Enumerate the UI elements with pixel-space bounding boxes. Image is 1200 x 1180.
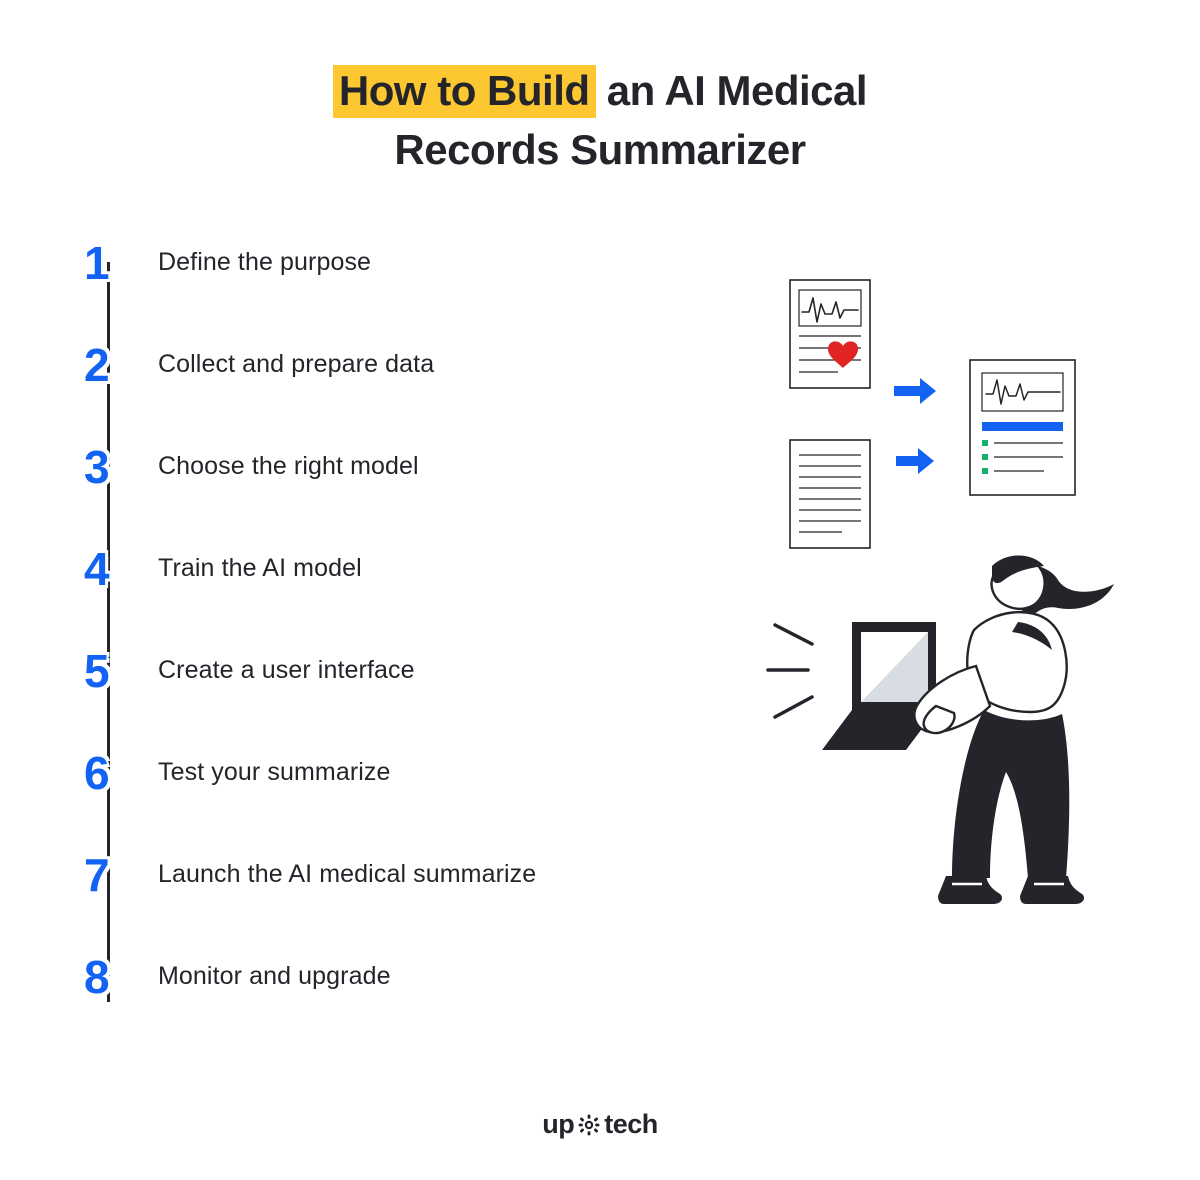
page-title [0, 62, 1200, 180]
logo-text-right: tech [604, 1109, 658, 1139]
list-item [80, 747, 720, 852]
list-item [80, 849, 720, 954]
step-label: Test your summarize [158, 758, 391, 786]
step-label: Collect and prepare data [158, 350, 435, 378]
list-item [80, 543, 720, 648]
title-rest: an AI Medical [595, 67, 868, 114]
step-label: Choose the right model [158, 452, 419, 480]
step-number: 7 [84, 849, 110, 901]
title-highlight: How to Build [333, 65, 596, 118]
step-label: Train the AI model [158, 554, 362, 582]
title-line-2: Records Summarizer [394, 125, 806, 173]
step-number: 1 [84, 237, 110, 289]
arrow-right-icon [896, 448, 934, 474]
step-label: Create a user interface [158, 656, 415, 684]
step-number: 6 [84, 747, 110, 799]
steps-list [80, 237, 720, 1056]
footer [0, 1109, 1200, 1140]
ecg-document-icon [790, 280, 870, 388]
title-line-1 [0, 62, 1200, 121]
step-label: Define the purpose [158, 248, 372, 276]
step-label: Monitor and upgrade [158, 962, 391, 990]
ai-medical-records-illustration [760, 270, 1170, 1000]
logo-text-left: up [542, 1109, 575, 1139]
summary-document-icon [970, 360, 1075, 495]
step-number: 8 [84, 951, 110, 1003]
list-item [80, 339, 720, 444]
list-item [80, 645, 720, 750]
step-number: 3 [84, 441, 110, 493]
gear-icon [578, 1114, 600, 1136]
list-item [80, 441, 720, 546]
text-document-icon [790, 440, 870, 548]
list-item [80, 951, 720, 1056]
brand-logo [542, 1109, 658, 1140]
step-label: Launch the AI medical summarize [158, 860, 537, 888]
step-number: 2 [84, 339, 110, 391]
arrow-right-icon [894, 378, 936, 404]
person-with-laptop-icon [768, 556, 1114, 905]
step-number: 5 [84, 645, 110, 697]
list-item [80, 237, 720, 342]
step-number: 4 [84, 543, 110, 595]
